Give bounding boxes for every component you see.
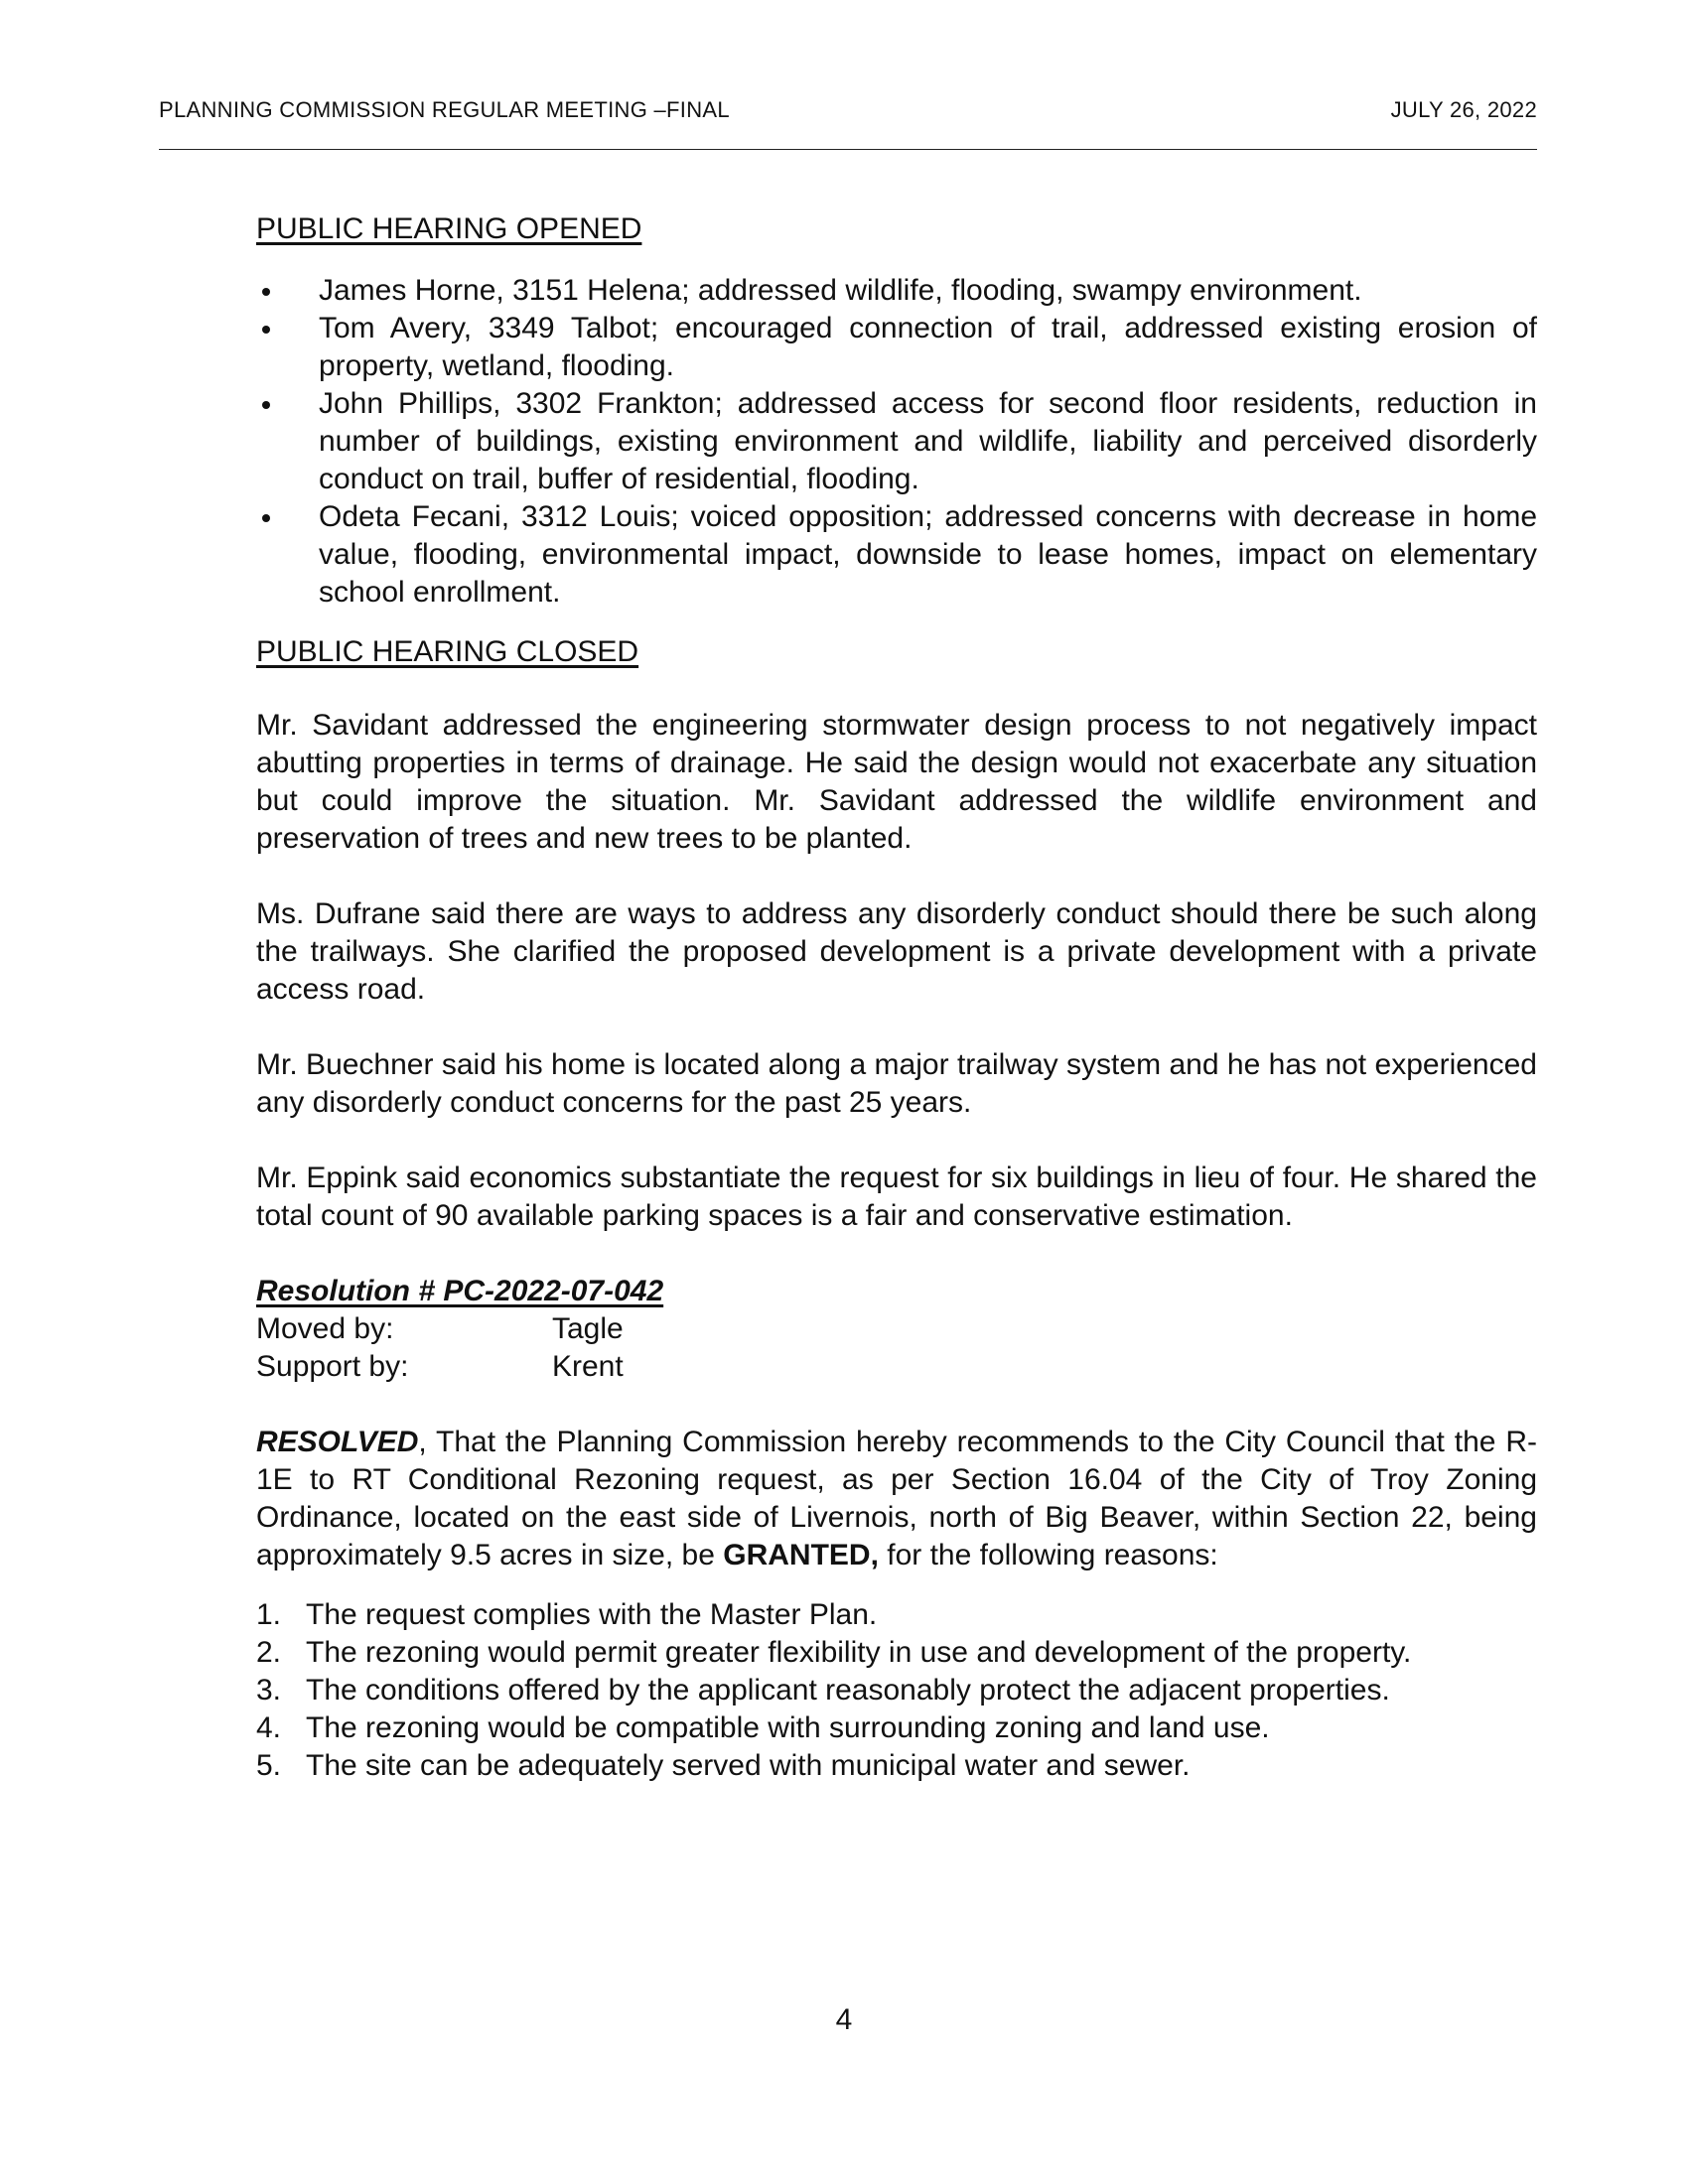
moved-by-value: Tagle <box>552 1312 624 1345</box>
moved-by-label: Moved by: <box>256 1312 394 1345</box>
support-by-row <box>256 1348 1537 1386</box>
speaker-text: Odeta Fecani, 3312 Louis; voiced opposition; addressed concerns with decrease in home value, flooding, environmental impact, downside to lease homes, impact on elementary school enrollment. <box>319 500 1537 609</box>
speaker-text: John Phillips, 3302 Frankton; addressed access for second floor residents, reduction in number of buildings, existing environment and wildlife, liability and perceived disorderly conduct on trail, buffer of residential, flooding. <box>319 387 1537 495</box>
list-item <box>256 385 1537 498</box>
reason-text: The conditions offered by the applicant reasonably protect the adjacent properties. <box>306 1674 1390 1706</box>
support-by-value: Krent <box>552 1350 624 1383</box>
speaker-text: Tom Avery, 3349 Talbot; encouraged connection of trail, addressed existing erosion of property, wetland, flooding. <box>319 312 1537 382</box>
bullet-icon <box>262 514 270 522</box>
support-by-label: Support by: <box>256 1350 409 1383</box>
header-title: PLANNING COMMISSION REGULAR MEETING –FINAL <box>159 97 730 122</box>
paragraph-savidant: Mr. Savidant addressed the engineering stormwater design process to not negatively impact abutting properties in terms of drainage. He said the design would not exacerbate any situation but could improve the situation. Mr. Savidant addressed the wildlife environment and preservation of trees and new trees to be planted. <box>256 709 1537 855</box>
reason-number: 2. <box>256 1636 282 1669</box>
reason-text: The site can be adequately served with municipal water and sewer. <box>306 1749 1191 1782</box>
reason-text: The rezoning would be compatible with surrounding zoning and land use. <box>306 1711 1270 1744</box>
moved-by-row <box>256 1310 1537 1348</box>
page-number: 4 <box>835 2003 853 2036</box>
resolved-text-2: for the following reasons: <box>878 1539 1218 1571</box>
list-item <box>256 272 1537 310</box>
list-item <box>256 1709 1537 1747</box>
public-hearing-opened-heading: PUBLIC HEARING OPENED <box>256 212 642 245</box>
resolved-label: RESOLVED <box>256 1426 419 1458</box>
reason-number: 5. <box>256 1749 282 1782</box>
list-item <box>256 310 1537 385</box>
header-rule <box>159 149 1537 150</box>
reason-number: 1. <box>256 1598 282 1631</box>
reasons-list <box>256 1596 1537 1785</box>
bullet-icon <box>262 288 270 296</box>
reason-number: 3. <box>256 1674 282 1706</box>
paragraph-dufrane: Ms. Dufrane said there are ways to address any disorderly conduct should there be such along the trailways. She clarified the proposed development is a private development with a private access road. <box>256 897 1537 1006</box>
paragraph-eppink: Mr. Eppink said economics substantiate the request for six buildings in lieu of four. He shared the total count of 90 available parking spaces is a fair and conservative estimation. <box>256 1161 1537 1232</box>
list-item <box>256 1634 1537 1672</box>
list-item <box>256 1747 1537 1785</box>
bullet-icon <box>262 326 270 334</box>
resolution-title: Resolution # PC-2022-07-042 <box>256 1275 664 1307</box>
speaker-text: James Horne, 3151 Helena; addressed wildlife, flooding, swampy environment. <box>319 274 1362 307</box>
speaker-list <box>256 272 1537 612</box>
public-hearing-closed-heading: PUBLIC HEARING CLOSED <box>256 635 639 668</box>
bullet-icon <box>262 401 270 409</box>
reason-text: The rezoning would permit greater flexibility in use and development of the property. <box>306 1636 1412 1669</box>
reason-number: 4. <box>256 1711 282 1744</box>
granted-label: GRANTED, <box>723 1539 879 1571</box>
resolved-text-1: , That the Planning Commission hereby recommends to the City Council that the R-1E to RT Conditional Rezoning request, as per Section 16.04 of the City of Troy Zoning Ordinance, located on the east side of Livernois, north of Big Beaver, within Section 22, being approximately 9.5 acres in size, be <box>256 1426 1537 1571</box>
resolved-paragraph <box>256 1424 1537 1574</box>
paragraph-buechner: Mr. Buechner said his home is located along a major trailway system and he has not experienced any disorderly conduct concerns for the past 25 years. <box>256 1048 1537 1119</box>
reason-text: The request complies with the Master Plan. <box>306 1598 878 1631</box>
list-item <box>256 1672 1537 1709</box>
header-date: JULY 26, 2022 <box>1390 97 1537 122</box>
list-item <box>256 1596 1537 1634</box>
list-item <box>256 498 1537 612</box>
page-content <box>256 210 1537 1785</box>
